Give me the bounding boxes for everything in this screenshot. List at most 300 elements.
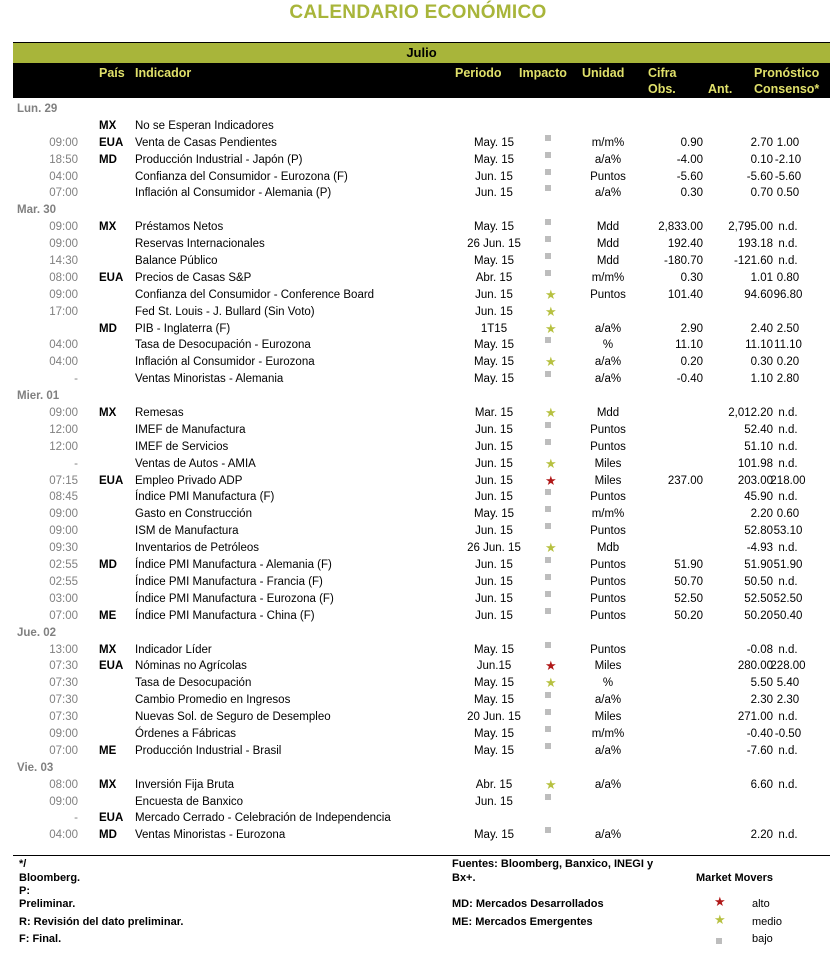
consensus-cell: n.d. [778,255,798,268]
indicator-cell: Inflación al Consumidor - Eurozona [135,356,315,369]
day-label: Vie. 03 [17,761,54,774]
unit-cell: % [602,677,614,690]
indicator-cell: Tasa de Desocupación [135,677,252,690]
consensus-cell: n.d. [778,778,798,791]
header-ant: Ant. [708,82,733,96]
period-cell: May. 15 [473,829,515,842]
unit-cell: Puntos [590,423,626,436]
time-cell: 02:55 [49,575,78,588]
previous-cell: 1.10 [750,373,773,386]
table-row [13,489,830,506]
time-cell: 02:55 [49,559,78,572]
time-cell: 09:00 [49,525,78,538]
previous-cell: 51.90 [744,559,773,572]
country-cell: MD [99,153,117,166]
observed-cell: 50.70 [674,575,703,588]
legend-high-label: alto [752,898,770,910]
table-row [13,422,830,439]
observed-cell: 0.90 [680,136,703,149]
footnote-6: F: Final. [19,933,62,945]
previous-cell: -0.40 [746,727,773,740]
consensus-cell: 218.00 [770,474,806,487]
consensus-cell: 11.10 [774,339,802,352]
legend-medium-label: medio [752,916,782,928]
indicator-cell: Encuesta de Banxico [135,795,244,808]
indicator-cell: Nuevas Sol. de Seguro de Desempleo [135,711,331,724]
time-cell: 08:00 [49,778,78,791]
unit-cell: Puntos [590,170,626,183]
time-cell: 09:00 [49,136,78,149]
table-row [13,185,830,202]
previous-cell: 2,795.00 [728,221,773,234]
unit-cell: a/a% [594,744,622,757]
table-row: 09:30 Inventarios de Petróleos 26 Jun. 15 ★ Mdb -4.93 n.d. [13,540,830,557]
indicator-cell: Órdenes a Fábricas [135,727,236,740]
consensus-cell: n.d. [778,457,798,470]
indicator-cell: Tasa de Desocupación - Eurozona [135,339,311,352]
country-cell: MX [99,778,117,791]
time-cell: 17:00 [49,305,78,318]
previous-cell: 45.90 [744,491,773,504]
indicator-cell: Precios de Casas S&P [135,271,252,284]
previous-cell: 2.70 [750,136,773,149]
footnote-3: P: [19,885,30,897]
table-row [13,337,830,354]
time-cell: 13:00 [49,643,78,656]
country-cell: EUA [99,660,124,673]
table-row: 17:00 Fed St. Louis - J. Bullard (Sin Voto) Jun. 15 ★ [49,303,557,319]
table-row [13,169,830,186]
time-cell: 09:00 [49,795,78,808]
table-row [13,591,830,608]
table-row: - Ventas de Autos - AMIA Jun. 15 ★ Miles 101.98 n.d. [13,456,830,473]
consensus-cell: 51.90 [773,559,803,572]
footnote-5: R: Revisión del dato preliminar. [19,916,184,928]
time-cell: 12:00 [49,440,78,453]
previous-cell: 52.40 [744,423,773,436]
country-cell: EUA [99,812,124,825]
unit-cell: m/m% [591,136,625,149]
period-cell: 26 Jun. 15 [467,542,521,555]
period-cell: 1T15 [480,322,508,335]
previous-cell: -4.93 [746,542,773,555]
unit-cell: Puntos [590,559,626,572]
indicator-cell: Mercado Cerrado - Celebración de Independencia [135,812,391,825]
table-row [13,371,830,388]
period-cell: Jun. 15 [475,559,513,572]
consensus-cell: 53.10 [773,525,803,538]
previous-cell: 0.10 [750,153,773,166]
observed-cell: 2,833.00 [658,221,703,234]
time-cell: 03:00 [49,592,78,605]
previous-cell: 2.20 [750,829,773,842]
period-cell: Abr. 15 [475,271,513,284]
table-row [13,236,830,253]
indicator-cell: Nóminas no Agrícolas [135,660,247,673]
previous-cell: 2,012.20 [728,407,773,420]
previous-cell: -0.08 [746,643,773,656]
sources-2: Bx+. [452,872,476,884]
header-cifra: Cifra [648,66,677,80]
indicator-cell: Indicador Líder [135,643,212,656]
period-cell: May. 15 [473,643,515,656]
previous-cell: -121.60 [733,255,773,268]
period-cell: Mar. 15 [474,407,514,420]
time-cell: - [74,812,78,825]
day-header-row [13,388,830,405]
previous-cell: 0.30 [750,356,773,369]
time-cell: 08:45 [49,491,78,504]
legend-low-label: bajo [752,933,773,945]
observed-cell: 101.40 [667,288,703,301]
time-cell: 09:00 [49,238,78,251]
previous-cell: 193.18 [737,238,773,251]
table-row: 09:00 Confianza del Consumidor - Conference Board Jun. 15 ★ Puntos 101.40 94.60 96.80 [13,287,830,304]
consensus-cell: 228.00 [770,660,806,673]
consensus-cell: 2.50 [776,322,800,335]
consensus-cell: n.d. [778,575,798,588]
unit-cell: Puntos [590,525,626,538]
day-label: Mier. 01 [17,390,60,403]
previous-cell: 0.70 [750,187,773,200]
indicator-cell: Empleo Privado ADP [135,474,243,487]
table-row: MD PIB - Inglaterra (F) 1T15 ★ a/a% 2.90 2.40 2.50 [13,321,830,338]
table-row [13,152,830,169]
header-pais: País [99,66,125,80]
sources-1: Fuentes: Bloomberg, Banxico, INEGI y [452,858,654,870]
day-label: Mar. 30 [17,204,56,217]
unit-cell: Miles [594,711,622,724]
period-cell: Jun. 15 [475,423,513,436]
observed-cell: -0.40 [676,373,703,386]
previous-cell: 101.98 [737,457,773,470]
observed-cell: 2.90 [680,322,703,335]
observed-cell: 192.40 [667,238,703,251]
previous-cell: 52.50 [744,592,773,605]
consensus-cell: n.d. [778,744,798,757]
period-cell: May. 15 [473,727,515,740]
indicator-cell: Fed St. Louis - J. Bullard (Sin Voto) [135,305,315,318]
unit-cell: Puntos [590,643,626,656]
period-cell: Jun. 15 [475,525,513,538]
table-row [13,574,830,591]
period-cell: May. 15 [473,744,515,757]
indicator-cell: Índice PMI Manufactura - Francia (F) [135,575,323,588]
table-row: 07:30 Tasa de Desocupación May. 15 ★ % 5.50 5.40 [13,675,830,692]
unit-cell: Miles [594,660,622,673]
indicator-cell: Inversión Fija Bruta [135,778,235,791]
time-cell: - [74,373,78,386]
header-obs: Obs. [648,82,676,96]
indicator-cell: Producción Industrial - Brasil [135,744,282,757]
table-row [13,692,830,709]
time-cell: 09:00 [49,221,78,234]
indicator-cell: ISM de Manufactura [135,525,239,538]
indicator-cell: Índice PMI Manufactura (F) [135,491,275,504]
indicator-cell: Índice PMI Manufactura - Eurozona (F) [135,592,334,605]
indicator-cell: Índice PMI Manufactura - Alemania (F) [135,559,332,572]
table-row [13,219,830,236]
previous-cell: 11.10 [745,339,773,352]
country-cell: ME [99,609,117,622]
footnote-2: Bloomberg. [19,872,81,884]
legend-medium-icon: ★ [714,912,726,927]
calendar-rows [13,101,830,844]
country-cell: MX [99,119,117,132]
md-note: MD: Mercados Desarrollados [452,898,604,910]
period-cell: May. 15 [473,136,515,149]
indicator-cell: IMEF de Manufactura [135,423,246,436]
consensus-cell: 0.50 [776,187,800,200]
time-cell: 07:00 [49,744,78,757]
observed-cell: -5.60 [676,170,703,183]
consensus-cell: n.d. [778,542,798,555]
consensus-cell: n.d. [778,238,798,251]
consensus-cell: 2.80 [776,373,800,386]
legend-low-icon [716,935,722,947]
country-cell: ME [99,744,117,757]
previous-cell: -5.60 [746,170,773,183]
day-header-row [13,625,830,642]
period-cell: Jun. 15 [475,795,513,808]
header-periodo: Periodo [455,66,502,80]
unit-cell: a/a% [594,187,622,200]
unit-cell: Miles [594,474,622,487]
indicator-cell: Balance Público [135,255,218,268]
table-row [13,608,830,625]
previous-cell: 52.80 [744,525,773,538]
unit-cell: Puntos [590,575,626,588]
time-cell: 12:00 [49,423,78,436]
consensus-cell: n.d. [778,407,798,420]
unit-cell: Miles [594,457,622,470]
time-cell: 09:00 [49,288,78,301]
table-row: 07:15 EUA Empleo Privado ADP Jun. 15 ★ Miles 237.00 203.00 218.00 [13,473,830,490]
period-cell: May. 15 [473,221,515,234]
consensus-cell: 50.40 [773,609,803,622]
unit-cell: Mdd [596,255,620,268]
indicator-cell: Ventas Minoristas - Eurozona [135,829,286,842]
indicator-cell: Préstamos Netos [135,221,224,234]
observed-cell: 52.50 [674,592,703,605]
observed-cell: 0.20 [680,356,703,369]
consensus-cell: -5.60 [774,170,802,183]
table-row [13,270,830,287]
unit-cell: a/a% [594,694,622,707]
unit-cell: m/m% [591,271,625,284]
unit-cell: % [602,339,614,352]
time-cell: 09:30 [49,542,78,555]
consensus-cell: 96.80 [773,288,803,301]
country-cell: MD [99,559,117,572]
period-cell: Abr. 15 [475,778,513,791]
previous-cell: 51.10 [744,440,773,453]
period-cell: Jun. 15 [475,288,513,301]
consensus-cell: n.d. [778,221,798,234]
unit-cell: Mdd [596,407,620,420]
period-cell: Jun. 15 [475,592,513,605]
consensus-cell: 0.20 [776,356,800,369]
table-row [13,135,830,152]
previous-cell: 94.60 [744,288,773,301]
time-cell: 04:00 [49,829,78,842]
observed-cell: 0.30 [680,271,703,284]
indicator-cell: Confianza del Consumidor - Conference Board [135,288,375,301]
period-cell: May. 15 [473,677,515,690]
previous-cell: 5.50 [750,677,773,690]
consensus-cell: n.d. [778,440,798,453]
unit-cell: Puntos [590,491,626,504]
country-cell: MX [99,407,117,420]
period-cell: May. 15 [473,356,515,369]
observed-cell: 0.30 [680,187,703,200]
table-row [13,118,830,135]
time-cell: 07:30 [49,677,78,690]
previous-cell: 50.50 [744,575,773,588]
period-cell: Jun. 15 [475,491,513,504]
period-cell: May. 15 [473,508,515,521]
period-cell: May. 15 [473,255,515,268]
country-cell: EUA [99,271,124,284]
unit-cell: Puntos [590,609,626,622]
period-cell: Jun. 15 [475,440,513,453]
unit-cell: Mdd [596,238,620,251]
table-row [13,506,830,523]
unit-cell: a/a% [594,153,622,166]
previous-cell: 6.60 [750,778,773,791]
period-cell: Jun. 15 [475,187,513,200]
previous-cell: 2.20 [750,508,773,521]
consensus-cell: 5.40 [776,677,800,690]
time-cell: 07:00 [49,609,78,622]
previous-cell: 203.00 [737,474,773,487]
table-row: 09:00 MX Remesas Mar. 15 ★ Mdd 2,012.20 n.d. [13,405,830,422]
time-cell: 18:50 [49,153,78,166]
unit-cell: Mdd [596,221,620,234]
table-row: 08:00 MX Inversión Fija Bruta Abr. 15 ★ a/a% 6.60 n.d. [13,777,830,794]
previous-cell: 1.01 [750,271,773,284]
previous-cell: 50.20 [744,609,773,622]
consensus-cell: 1.00 [776,136,800,149]
unit-cell: a/a% [594,373,622,386]
indicator-cell: Ventas Minoristas - Alemania [135,373,284,386]
period-cell: May. 15 [473,373,515,386]
country-cell: MD [99,322,117,335]
unit-cell: m/m% [591,727,625,740]
table-row [13,642,830,659]
period-cell: Jun. 15 [475,170,513,183]
consensus-cell: n.d. [778,711,798,724]
footnote-4: Preliminar. [19,898,76,910]
period-cell: Jun. 15 [475,474,513,487]
table-row [13,709,830,726]
previous-cell: 280.00 [737,660,773,673]
table-row: 07:30 EUA Nóminas no Agrícolas Jun.15 ★ Miles 280.00 228.00 [13,658,830,675]
observed-cell: 51.90 [674,559,703,572]
unit-cell: Puntos [590,440,626,453]
unit-cell: Puntos [590,592,626,605]
unit-cell: a/a% [594,322,622,335]
table-row [13,557,830,574]
consensus-cell: 0.80 [776,271,800,284]
country-cell: EUA [99,136,124,149]
indicator-cell: Inventarios de Petróleos [135,542,260,555]
unit-cell: Puntos [590,288,626,301]
header-indicador: Indicador [135,66,192,80]
consensus-cell: n.d. [778,423,798,436]
period-cell: Jun. 15 [475,609,513,622]
time-cell: 07:00 [49,187,78,200]
page-title: CALENDARIO ECONÓMICO [289,2,547,23]
time-cell: 04:00 [49,339,78,352]
legend-title: Market Movers [696,872,774,884]
observed-cell: 11.10 [675,339,703,352]
unit-cell: a/a% [594,356,622,369]
table-row [13,523,830,540]
time-cell: 08:00 [49,271,78,284]
consensus-cell: 0.60 [776,508,800,521]
consensus-cell: 2.30 [776,694,800,707]
consensus-cell: n.d. [778,643,798,656]
unit-cell: Mdb [596,542,620,555]
country-cell: MX [99,643,117,656]
table-row [13,253,830,270]
day-header-row [13,202,830,219]
previous-cell: -7.60 [746,744,773,757]
indicator-cell: Venta de Casas Pendientes [135,136,277,149]
consensus-cell: -0.50 [774,727,802,740]
period-cell: May. 15 [473,153,515,166]
period-cell: Jun. 15 [475,575,513,588]
table-row [13,827,830,844]
table-row [13,810,830,827]
consensus-cell: n.d. [778,491,798,504]
previous-cell: 2.30 [750,694,773,707]
table-row [13,726,830,743]
period-cell: 20 Jun. 15 [467,711,521,724]
previous-cell: 271.00 [737,711,773,724]
consensus-cell: 52.50 [773,592,803,605]
time-cell: 07:30 [49,694,78,707]
indicator-cell: Confianza del Consumidor - Eurozona (F) [135,170,348,183]
day-header-row [13,101,830,118]
indicator-cell: IMEF de Servicios [135,440,229,453]
time-cell: 09:00 [49,508,78,521]
time-cell: 07:30 [49,660,78,673]
indicator-cell: No se Esperan Indicadores [135,119,274,132]
observed-cell: -180.70 [663,255,703,268]
indicator-cell: Remesas [135,407,184,420]
period-cell: Jun. 15 [475,457,513,470]
period-cell: Jun.15 [476,660,512,673]
time-cell: 04:00 [49,170,78,183]
indicator-cell: Cambio Promedio en Ingresos [135,694,291,707]
day-label: Jue. 02 [17,626,56,639]
observed-cell: -4.00 [676,153,703,166]
previous-cell: 2.40 [750,322,773,335]
time-cell: 04:00 [49,356,78,369]
period-cell: 26 Jun. 15 [467,238,521,251]
unit-cell: m/m% [591,508,625,521]
unit-cell: a/a% [594,778,622,791]
day-header-row [13,760,830,777]
country-cell: MX [99,221,117,234]
observed-cell: 50.20 [674,609,703,622]
header-unidad: Unidad [582,66,625,80]
header-consenso: Consenso* [754,82,820,96]
indicator-cell: Producción Industrial - Japón (P) [135,153,303,166]
indicator-cell: Índice PMI Manufactura - China (F) [135,609,315,622]
